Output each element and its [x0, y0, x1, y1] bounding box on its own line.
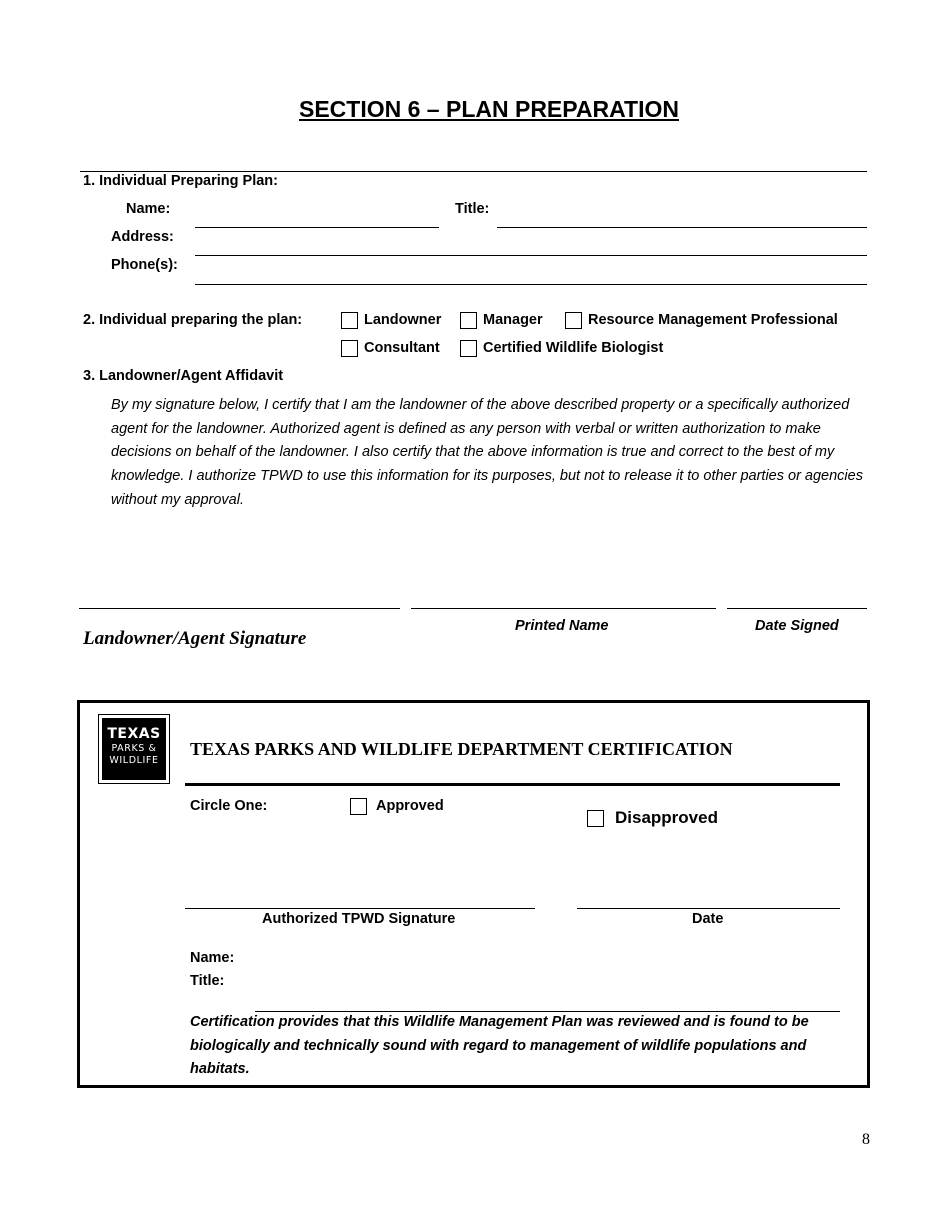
tpwd-name-label: Name:	[190, 950, 235, 966]
approved-label: Approved	[376, 798, 444, 814]
landowner-label: Landowner	[364, 312, 442, 328]
resource-management-professional-checkbox[interactable]	[565, 312, 582, 329]
signature-line	[79, 608, 400, 609]
address-field[interactable]	[195, 229, 867, 254]
landowner-checkbox[interactable]	[341, 312, 358, 329]
printed-name-label: Printed Name	[515, 618, 609, 634]
resource-management-professional-label: Resource Management Professional	[588, 312, 838, 328]
consultant-label: Consultant	[364, 340, 440, 356]
tpwd-date-line	[577, 908, 840, 909]
tpwd-date-label: Date	[692, 911, 724, 927]
part2-heading: 2. Individual preparing the plan:	[83, 312, 303, 328]
part3-heading: 3. Landowner/Agent Affidavit	[83, 368, 284, 384]
consultant-checkbox[interactable]	[341, 340, 358, 357]
divider	[80, 171, 867, 172]
phone-field[interactable]	[195, 257, 867, 283]
address-field-line	[195, 255, 867, 256]
name-field-line	[195, 227, 439, 228]
certification-title: TEXAS PARKS AND WILDLIFE DEPARTMENT CERTIFICATION	[190, 739, 733, 759]
part1-heading: 1. Individual Preparing Plan:	[83, 173, 278, 189]
date-signed-line	[727, 608, 867, 609]
title-label: Title:	[455, 201, 490, 217]
circle-one-label: Circle One:	[190, 798, 268, 814]
certified-wildlife-biologist-label: Certified Wildlife Biologist	[483, 340, 664, 356]
logo-text-parks: PARKS &	[111, 743, 157, 754]
page-title: SECTION 6 – PLAN PREPARATION	[299, 96, 679, 122]
tpwd-title-label: Title:	[190, 973, 225, 989]
manager-checkbox[interactable]	[460, 312, 477, 329]
logo-text-texas: TEXAS	[107, 726, 161, 742]
title-field-line	[497, 227, 867, 228]
page-number: 8	[862, 1131, 870, 1148]
disapproved-checkbox[interactable]	[587, 810, 604, 827]
address-label: Address:	[111, 229, 174, 245]
date-signed-label: Date Signed	[755, 618, 839, 634]
certified-wildlife-biologist-checkbox[interactable]	[460, 340, 477, 357]
manager-label: Manager	[483, 312, 543, 328]
authorized-signature-label: Authorized TPWD Signature	[262, 911, 456, 927]
disapproved-label: Disapproved	[615, 808, 718, 827]
affidavit-text: By my signature below, I certify that I am the landowner of the above described property or a specifically authorized agent for the landowner. Authorized agent is defined as any person with verbal or written authorization to make decisions on behalf of the landowner. I also certify that the above information is true and correct to the best of my knowledge. I authorize TPWD to use this information for its purposes, but not to release it to other parties or agencies without my approval.	[111, 397, 863, 508]
approved-checkbox[interactable]	[350, 798, 367, 815]
tpwd-signature-line	[185, 908, 535, 909]
name-field[interactable]	[195, 200, 439, 226]
certification-title-rule	[185, 783, 840, 786]
signature-label: Landowner/Agent Signature	[83, 628, 307, 649]
printed-name-line	[411, 608, 716, 609]
phone-label: Phone(s):	[111, 257, 178, 273]
logo-text-wildlife: WILDLIFE	[109, 755, 159, 766]
name-label: Name:	[126, 201, 171, 217]
phone-field-line	[195, 284, 867, 285]
title-field[interactable]	[497, 200, 867, 226]
tpwd-logo	[98, 714, 170, 784]
certification-statement: Certification provides that this Wildlife Management Plan was reviewed and is found to be biologically and technically sound with regard to management of wildlife populations and habitats.	[190, 1014, 809, 1077]
